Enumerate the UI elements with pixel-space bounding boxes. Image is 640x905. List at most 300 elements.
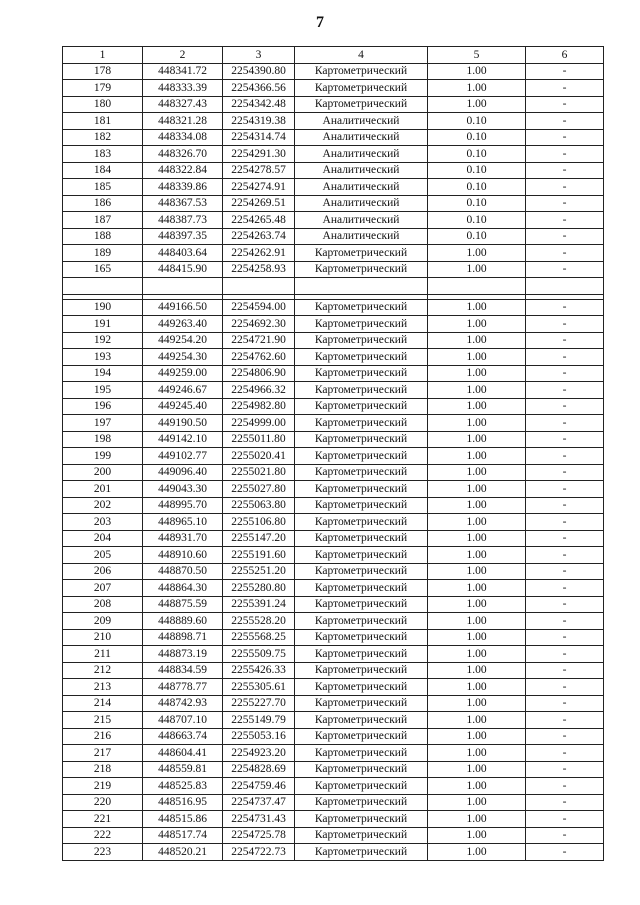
note-cell: -	[526, 563, 604, 580]
note-cell: -	[526, 228, 604, 245]
y-coordinate-cell: 2254291.30	[223, 146, 295, 163]
method-cell: Картометрический	[295, 794, 428, 811]
point-number-cell: 211	[63, 646, 143, 663]
point-number-cell: 188	[63, 228, 143, 245]
point-number-cell: 182	[63, 129, 143, 146]
accuracy-cell: 1.00	[428, 844, 526, 861]
x-coordinate-cell: 449096.40	[143, 464, 223, 481]
point-number-cell: 215	[63, 712, 143, 729]
x-coordinate-cell: 448517.74	[143, 827, 223, 844]
point-number-cell: 180	[63, 96, 143, 113]
y-coordinate-cell: 2254366.56	[223, 80, 295, 97]
y-coordinate-cell: 2255053.16	[223, 728, 295, 745]
y-coordinate-cell: 2254923.20	[223, 745, 295, 762]
method-cell: Картометрический	[295, 80, 428, 97]
method-cell: Картометрический	[295, 63, 428, 80]
x-coordinate-cell: 448742.93	[143, 695, 223, 712]
table-row	[63, 316, 604, 333]
x-coordinate-cell: 449245.40	[143, 398, 223, 415]
note-cell: -	[526, 662, 604, 679]
x-coordinate-cell: 448965.10	[143, 514, 223, 531]
x-coordinate-cell: 448403.64	[143, 245, 223, 262]
y-coordinate-cell: 2254725.78	[223, 827, 295, 844]
x-coordinate-cell: 448663.74	[143, 728, 223, 745]
accuracy-cell: 1.00	[428, 712, 526, 729]
x-coordinate-cell: 448873.19	[143, 646, 223, 663]
note-cell: -	[526, 398, 604, 415]
table-row	[63, 662, 604, 679]
point-number-cell: 181	[63, 113, 143, 130]
accuracy-cell: 1.00	[428, 580, 526, 597]
method-cell: Картометрический	[295, 761, 428, 778]
accuracy-cell: 1.00	[428, 662, 526, 679]
y-coordinate-cell: 2254828.69	[223, 761, 295, 778]
point-number-cell: 223	[63, 844, 143, 861]
x-coordinate-cell: 449254.30	[143, 349, 223, 366]
x-coordinate-cell: 448898.71	[143, 629, 223, 646]
y-coordinate-cell: 2255391.24	[223, 596, 295, 613]
y-coordinate-cell: 2254692.30	[223, 316, 295, 333]
point-number-cell: 216	[63, 728, 143, 745]
accuracy-cell: 1.00	[428, 481, 526, 498]
x-coordinate-cell: 449043.30	[143, 481, 223, 498]
point-number-cell: 165	[63, 261, 143, 278]
blank-separator-row	[63, 278, 604, 295]
y-coordinate-cell: 2255021.80	[223, 464, 295, 481]
table-body	[63, 63, 604, 860]
table-row	[63, 778, 604, 795]
table-row	[63, 63, 604, 80]
note-cell: -	[526, 497, 604, 514]
accuracy-cell: 0.10	[428, 146, 526, 163]
x-coordinate-cell: 448326.70	[143, 146, 223, 163]
point-number-cell: 205	[63, 547, 143, 564]
accuracy-cell: 1.00	[428, 778, 526, 795]
y-coordinate-cell: 2255149.79	[223, 712, 295, 729]
point-number-cell: 194	[63, 365, 143, 382]
point-number-cell: 193	[63, 349, 143, 366]
header-cell-col-4: 4	[295, 47, 428, 64]
method-cell: Аналитический	[295, 228, 428, 245]
point-number-cell: 203	[63, 514, 143, 531]
note-cell: -	[526, 96, 604, 113]
method-cell: Картометрический	[295, 514, 428, 531]
y-coordinate-cell: 2255426.33	[223, 662, 295, 679]
accuracy-cell: 1.00	[428, 646, 526, 663]
point-number-cell: 179	[63, 80, 143, 97]
x-coordinate-cell: 448910.60	[143, 547, 223, 564]
point-number-cell: 186	[63, 195, 143, 212]
table-row	[63, 629, 604, 646]
note-cell: -	[526, 448, 604, 465]
x-coordinate-cell: 448520.21	[143, 844, 223, 861]
table-row	[63, 113, 604, 130]
point-number-cell: 220	[63, 794, 143, 811]
table-row	[63, 464, 604, 481]
table-row	[63, 827, 604, 844]
x-coordinate-cell: 448397.35	[143, 228, 223, 245]
x-coordinate-cell: 448559.81	[143, 761, 223, 778]
note-cell: -	[526, 299, 604, 316]
y-coordinate-cell: 2255106.80	[223, 514, 295, 531]
accuracy-cell: 0.10	[428, 212, 526, 229]
y-coordinate-cell: 2254982.80	[223, 398, 295, 415]
table-row	[63, 679, 604, 696]
table-row	[63, 761, 604, 778]
point-number-cell: 208	[63, 596, 143, 613]
table-row	[63, 349, 604, 366]
y-coordinate-cell: 2254274.91	[223, 179, 295, 196]
point-number-cell: 187	[63, 212, 143, 229]
method-cell: Картометрический	[295, 613, 428, 630]
point-number-cell: 199	[63, 448, 143, 465]
note-cell: -	[526, 712, 604, 729]
accuracy-cell: 0.10	[428, 113, 526, 130]
method-cell: Картометрический	[295, 662, 428, 679]
note-cell: -	[526, 129, 604, 146]
table-row	[63, 382, 604, 399]
table-row	[63, 299, 604, 316]
y-coordinate-cell: 2254278.57	[223, 162, 295, 179]
method-cell: Картометрический	[295, 547, 428, 564]
table-row	[63, 530, 604, 547]
accuracy-cell: 1.00	[428, 80, 526, 97]
x-coordinate-cell: 448778.77	[143, 679, 223, 696]
accuracy-cell: 0.10	[428, 228, 526, 245]
empty-cell	[526, 278, 604, 295]
table-row	[63, 96, 604, 113]
y-coordinate-cell: 2254806.90	[223, 365, 295, 382]
point-number-cell: 189	[63, 245, 143, 262]
method-cell: Картометрический	[295, 745, 428, 762]
y-coordinate-cell: 2254314.74	[223, 129, 295, 146]
y-coordinate-cell: 2254269.51	[223, 195, 295, 212]
note-cell: -	[526, 481, 604, 498]
table-row	[63, 695, 604, 712]
x-coordinate-cell: 448327.43	[143, 96, 223, 113]
point-number-cell: 201	[63, 481, 143, 498]
accuracy-cell: 1.00	[428, 96, 526, 113]
method-cell: Картометрический	[295, 382, 428, 399]
note-cell: -	[526, 113, 604, 130]
note-cell: -	[526, 245, 604, 262]
accuracy-cell: 1.00	[428, 761, 526, 778]
method-cell: Картометрический	[295, 646, 428, 663]
header-cell-col-2: 2	[143, 47, 223, 64]
y-coordinate-cell: 2255509.75	[223, 646, 295, 663]
x-coordinate-cell: 448864.30	[143, 580, 223, 597]
x-coordinate-cell: 448321.28	[143, 113, 223, 130]
x-coordinate-cell: 449190.50	[143, 415, 223, 432]
x-coordinate-cell: 449259.00	[143, 365, 223, 382]
x-coordinate-cell: 448341.72	[143, 63, 223, 80]
note-cell: -	[526, 646, 604, 663]
y-coordinate-cell: 2254731.43	[223, 811, 295, 828]
y-coordinate-cell: 2254594.00	[223, 299, 295, 316]
note-cell: -	[526, 728, 604, 745]
y-coordinate-cell: 2254759.46	[223, 778, 295, 795]
accuracy-cell: 1.00	[428, 349, 526, 366]
x-coordinate-cell: 448415.90	[143, 261, 223, 278]
accuracy-cell: 1.00	[428, 299, 526, 316]
table-row	[63, 195, 604, 212]
empty-cell	[143, 278, 223, 295]
method-cell: Картометрический	[295, 398, 428, 415]
y-coordinate-cell: 2254721.90	[223, 332, 295, 349]
note-cell: -	[526, 415, 604, 432]
note-cell: -	[526, 146, 604, 163]
table-row	[63, 745, 604, 762]
method-cell: Аналитический	[295, 179, 428, 196]
accuracy-cell: 1.00	[428, 563, 526, 580]
note-cell: -	[526, 778, 604, 795]
accuracy-cell: 1.00	[428, 431, 526, 448]
table-header-row	[63, 47, 604, 64]
table-row	[63, 398, 604, 415]
accuracy-cell: 1.00	[428, 794, 526, 811]
table-row	[63, 80, 604, 97]
y-coordinate-cell: 2254722.73	[223, 844, 295, 861]
y-coordinate-cell: 2255568.25	[223, 629, 295, 646]
accuracy-cell: 1.00	[428, 679, 526, 696]
accuracy-cell: 1.00	[428, 811, 526, 828]
coordinates-table	[62, 46, 604, 861]
note-cell: -	[526, 431, 604, 448]
table-row	[63, 212, 604, 229]
note-cell: -	[526, 695, 604, 712]
method-cell: Аналитический	[295, 162, 428, 179]
note-cell: -	[526, 63, 604, 80]
note-cell: -	[526, 332, 604, 349]
point-number-cell: 221	[63, 811, 143, 828]
table-row	[63, 228, 604, 245]
point-number-cell: 185	[63, 179, 143, 196]
x-coordinate-cell: 448707.10	[143, 712, 223, 729]
y-coordinate-cell: 2255027.80	[223, 481, 295, 498]
note-cell: -	[526, 195, 604, 212]
table-row	[63, 162, 604, 179]
method-cell: Аналитический	[295, 113, 428, 130]
accuracy-cell: 1.00	[428, 728, 526, 745]
method-cell: Картометрический	[295, 299, 428, 316]
table-row	[63, 146, 604, 163]
note-cell: -	[526, 514, 604, 531]
table-row	[63, 844, 604, 861]
x-coordinate-cell: 449246.67	[143, 382, 223, 399]
accuracy-cell: 1.00	[428, 245, 526, 262]
x-coordinate-cell: 448322.84	[143, 162, 223, 179]
point-number-cell: 197	[63, 415, 143, 432]
x-coordinate-cell: 448387.73	[143, 212, 223, 229]
note-cell: -	[526, 212, 604, 229]
method-cell: Аналитический	[295, 195, 428, 212]
y-coordinate-cell: 2255063.80	[223, 497, 295, 514]
method-cell: Картометрический	[295, 530, 428, 547]
note-cell: -	[526, 827, 604, 844]
table-row	[63, 811, 604, 828]
x-coordinate-cell: 449142.10	[143, 431, 223, 448]
x-coordinate-cell: 449254.20	[143, 332, 223, 349]
table-row	[63, 728, 604, 745]
method-cell: Картометрический	[295, 844, 428, 861]
point-number-cell: 213	[63, 679, 143, 696]
accuracy-cell: 1.00	[428, 514, 526, 531]
y-coordinate-cell: 2254999.00	[223, 415, 295, 432]
note-cell: -	[526, 580, 604, 597]
accuracy-cell: 1.00	[428, 613, 526, 630]
method-cell: Аналитический	[295, 212, 428, 229]
method-cell: Картометрический	[295, 349, 428, 366]
header-cell-col-1: 1	[63, 47, 143, 64]
y-coordinate-cell: 2255305.61	[223, 679, 295, 696]
point-number-cell: 202	[63, 497, 143, 514]
y-coordinate-cell: 2255251.20	[223, 563, 295, 580]
point-number-cell: 219	[63, 778, 143, 795]
point-number-cell: 212	[63, 662, 143, 679]
x-coordinate-cell: 449102.77	[143, 448, 223, 465]
y-coordinate-cell: 2254319.38	[223, 113, 295, 130]
accuracy-cell: 1.00	[428, 415, 526, 432]
y-coordinate-cell: 2255147.20	[223, 530, 295, 547]
x-coordinate-cell: 448339.86	[143, 179, 223, 196]
point-number-cell: 195	[63, 382, 143, 399]
accuracy-cell: 1.00	[428, 365, 526, 382]
point-number-cell: 200	[63, 464, 143, 481]
x-coordinate-cell: 448604.41	[143, 745, 223, 762]
method-cell: Картометрический	[295, 497, 428, 514]
accuracy-cell: 1.00	[428, 63, 526, 80]
table-row	[63, 646, 604, 663]
table-row	[63, 596, 604, 613]
method-cell: Картометрический	[295, 448, 428, 465]
accuracy-cell: 1.00	[428, 596, 526, 613]
note-cell: -	[526, 179, 604, 196]
empty-cell	[63, 278, 143, 295]
method-cell: Картометрический	[295, 96, 428, 113]
accuracy-cell: 1.00	[428, 827, 526, 844]
x-coordinate-cell: 448525.83	[143, 778, 223, 795]
x-coordinate-cell: 448995.70	[143, 497, 223, 514]
x-coordinate-cell: 448334.08	[143, 129, 223, 146]
method-cell: Картометрический	[295, 332, 428, 349]
point-number-cell: 222	[63, 827, 143, 844]
point-number-cell: 192	[63, 332, 143, 349]
note-cell: -	[526, 745, 604, 762]
accuracy-cell: 1.00	[428, 332, 526, 349]
note-cell: -	[526, 365, 604, 382]
x-coordinate-cell: 448516.95	[143, 794, 223, 811]
page-number: 7	[316, 14, 324, 31]
method-cell: Картометрический	[295, 261, 428, 278]
table-row	[63, 580, 604, 597]
x-coordinate-cell: 449166.50	[143, 299, 223, 316]
x-coordinate-cell: 448834.59	[143, 662, 223, 679]
note-cell: -	[526, 547, 604, 564]
table-row	[63, 497, 604, 514]
note-cell: -	[526, 613, 604, 630]
note-cell: -	[526, 629, 604, 646]
accuracy-cell: 1.00	[428, 745, 526, 762]
method-cell: Картометрический	[295, 415, 428, 432]
x-coordinate-cell: 448870.50	[143, 563, 223, 580]
x-coordinate-cell: 448333.39	[143, 80, 223, 97]
accuracy-cell: 1.00	[428, 547, 526, 564]
point-number-cell: 184	[63, 162, 143, 179]
accuracy-cell: 0.10	[428, 195, 526, 212]
table-row	[63, 481, 604, 498]
point-number-cell: 190	[63, 299, 143, 316]
y-coordinate-cell: 2254966.32	[223, 382, 295, 399]
note-cell: -	[526, 596, 604, 613]
note-cell: -	[526, 316, 604, 333]
y-coordinate-cell: 2255011.80	[223, 431, 295, 448]
note-cell: -	[526, 464, 604, 481]
header-cell-col-6: 6	[526, 47, 604, 64]
method-cell: Картометрический	[295, 431, 428, 448]
table-row	[63, 261, 604, 278]
y-coordinate-cell: 2254390.80	[223, 63, 295, 80]
method-cell: Картометрический	[295, 365, 428, 382]
table-row	[63, 431, 604, 448]
accuracy-cell: 1.00	[428, 398, 526, 415]
method-cell: Картометрический	[295, 580, 428, 597]
point-number-cell: 196	[63, 398, 143, 415]
accuracy-cell: 0.10	[428, 129, 526, 146]
table-row	[63, 129, 604, 146]
note-cell: -	[526, 794, 604, 811]
method-cell: Картометрический	[295, 679, 428, 696]
x-coordinate-cell: 448367.53	[143, 195, 223, 212]
note-cell: -	[526, 811, 604, 828]
note-cell: -	[526, 162, 604, 179]
y-coordinate-cell: 2254258.93	[223, 261, 295, 278]
accuracy-cell: 1.00	[428, 497, 526, 514]
table-row	[63, 547, 604, 564]
table-row	[63, 712, 604, 729]
accuracy-cell: 1.00	[428, 530, 526, 547]
y-coordinate-cell: 2255191.60	[223, 547, 295, 564]
x-coordinate-cell: 448515.86	[143, 811, 223, 828]
table-row	[63, 514, 604, 531]
header-cell-col-3: 3	[223, 47, 295, 64]
accuracy-cell: 1.00	[428, 464, 526, 481]
method-cell: Картометрический	[295, 316, 428, 333]
table-row	[63, 179, 604, 196]
method-cell: Картометрический	[295, 811, 428, 828]
method-cell: Картометрический	[295, 728, 428, 745]
point-number-cell: 210	[63, 629, 143, 646]
note-cell: -	[526, 679, 604, 696]
x-coordinate-cell: 448875.59	[143, 596, 223, 613]
point-number-cell: 214	[63, 695, 143, 712]
point-number-cell: 209	[63, 613, 143, 630]
y-coordinate-cell: 2255280.80	[223, 580, 295, 597]
method-cell: Картометрический	[295, 827, 428, 844]
x-coordinate-cell: 448931.70	[143, 530, 223, 547]
y-coordinate-cell: 2254265.48	[223, 212, 295, 229]
point-number-cell: 217	[63, 745, 143, 762]
point-number-cell: 198	[63, 431, 143, 448]
method-cell: Картометрический	[295, 481, 428, 498]
note-cell: -	[526, 382, 604, 399]
accuracy-cell: 1.00	[428, 629, 526, 646]
method-cell: Картометрический	[295, 464, 428, 481]
point-number-cell: 218	[63, 761, 143, 778]
y-coordinate-cell: 2255528.20	[223, 613, 295, 630]
point-number-cell: 191	[63, 316, 143, 333]
accuracy-cell: 1.00	[428, 382, 526, 399]
table-row	[63, 448, 604, 465]
